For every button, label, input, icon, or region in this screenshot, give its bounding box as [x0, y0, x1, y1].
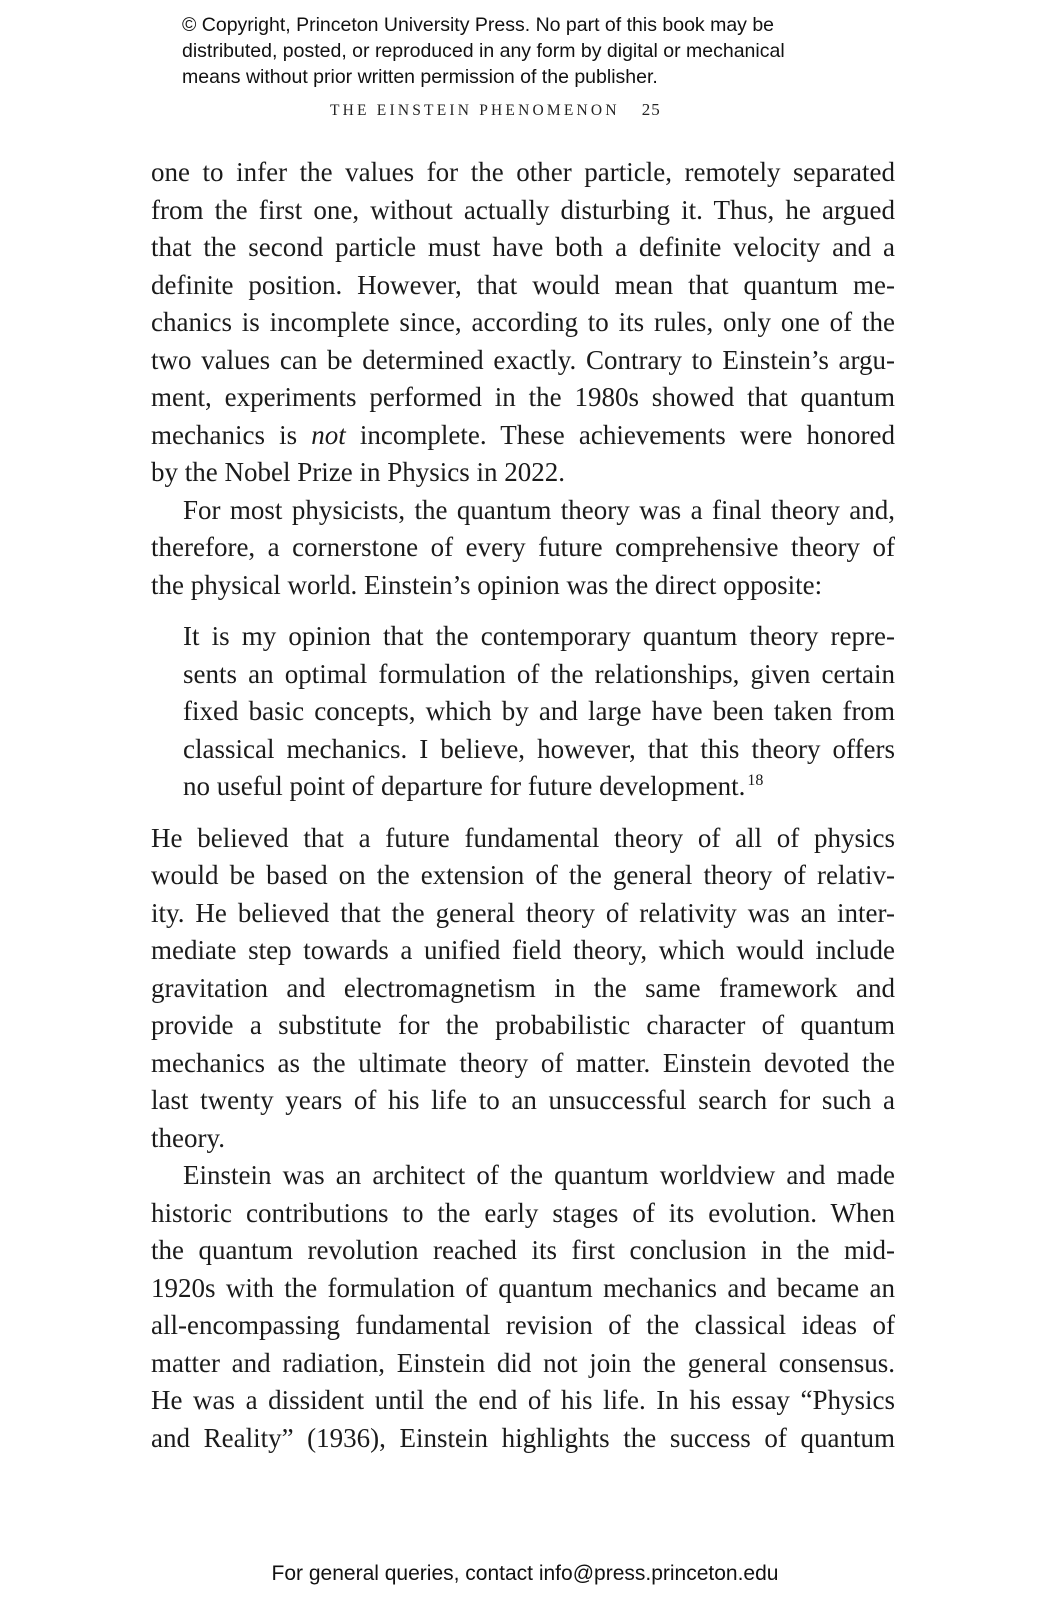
text-line: matter and radiation, Einstein did not join the general consensus. — [151, 1347, 895, 1378]
text-span: mechanics is — [151, 419, 312, 450]
text-line: ment, experiments performed in the 1980s showed that quantum — [151, 382, 895, 412]
text-span: incomplete. These achievements were honored — [345, 419, 895, 450]
text-span: no useful point of departure for future development. — [183, 771, 746, 801]
running-head — [330, 100, 661, 120]
italic-text: not — [311, 419, 346, 450]
footnote-reference[interactable]: 18 — [747, 772, 764, 789]
quote-line: classical mechanics. I believe, however, that this theory offers — [183, 733, 895, 764]
text-line: definite position. However, that would mean that quantum me- — [151, 269, 895, 300]
quote-line: fixed basic concepts, which by and large have been taken from — [183, 696, 895, 726]
text-line: He believed that a future fundamental theory of all of physics — [151, 822, 895, 853]
text-line: gravitation and electromagnetism in the same framework and — [151, 972, 895, 1003]
text-line: from the first one, without actually disturbing it. Thus, he argued — [151, 194, 895, 225]
text-line: two values can be determined exactly. Contrary to Einstein’s argu- — [151, 344, 895, 375]
copyright-line: means without prior written permission of the publisher. — [182, 66, 658, 88]
block-quote — [151, 618, 895, 806]
text-line: 1920s with the formulation of quantum mechanics and became an — [151, 1272, 895, 1303]
copyright-line: © Copyright, Princeton University Press. No part of this book may be — [182, 14, 775, 36]
text-line: Einstein was an architect of the quantum worldview and made — [183, 1160, 895, 1190]
text-line: therefore, a cornerstone of every future comprehensive theory of — [151, 532, 895, 562]
copyright-line: distributed, posted, or reproduced in any form by digital or mechanical — [182, 40, 785, 62]
footer-contact: For general queries, contact info@press.princeton.edu — [271, 1562, 779, 1585]
text-line: the physical world. Einstein’s opinion was the direct opposite: — [151, 569, 823, 600]
text-line: by the Nobel Prize in Physics in 2022. — [151, 457, 565, 487]
text-line: that the second particle must have both a definite velocity and a — [151, 232, 895, 262]
text-line: last twenty years of his life to an unsuccessful search for such a — [151, 1085, 895, 1115]
copyright-notice — [182, 12, 902, 90]
text-line: and Reality” (1936), Einstein highlights the success of quantum — [151, 1422, 895, 1453]
text-line: mediate step towards a unified field theory, which would include — [151, 935, 895, 965]
text-line: chanics is incomplete since, according to its rules, only one of the — [151, 307, 895, 337]
page-number: 25 — [641, 100, 661, 119]
text-line: historic contributions to the early stages of its evolution. When — [151, 1197, 895, 1228]
text-line: would be based on the extension of the general theory of relativ- — [151, 860, 895, 890]
quote-line — [183, 768, 895, 806]
text-line: For most physicists, the quantum theory was a final theory and, — [183, 494, 895, 525]
text-line: He was a dissident until the end of his life. In his essay “Physics — [151, 1385, 895, 1415]
text-line: ity. He believed that the general theory of relativity was an inter- — [151, 897, 895, 928]
quote-line: It is my opinion that the contemporary quantum theory repre- — [183, 621, 895, 651]
paragraph-2 — [151, 492, 895, 605]
paragraph-4 — [151, 1157, 895, 1457]
text-line: one to infer the values for the other particle, remotely separated — [151, 157, 895, 187]
paragraph-1 — [151, 154, 895, 492]
page-body — [151, 154, 895, 1457]
text-line: all-encompassing fundamental revision of the classical ideas of — [151, 1310, 895, 1340]
text-line: mechanics as the ultimate theory of matter. Einstein devoted the — [151, 1047, 895, 1078]
paragraph-3 — [151, 820, 895, 1158]
running-head-title: THE EINSTEIN PHENOMENON — [330, 102, 620, 119]
quote-line: sents an optimal formulation of the relationships, given certain — [183, 658, 895, 689]
text-line — [151, 417, 895, 455]
text-line: the quantum revolution reached its first conclusion in the mid- — [151, 1235, 895, 1265]
text-line: theory. — [151, 1122, 225, 1153]
text-line: provide a substitute for the probabilistic character of quantum — [151, 1010, 895, 1040]
